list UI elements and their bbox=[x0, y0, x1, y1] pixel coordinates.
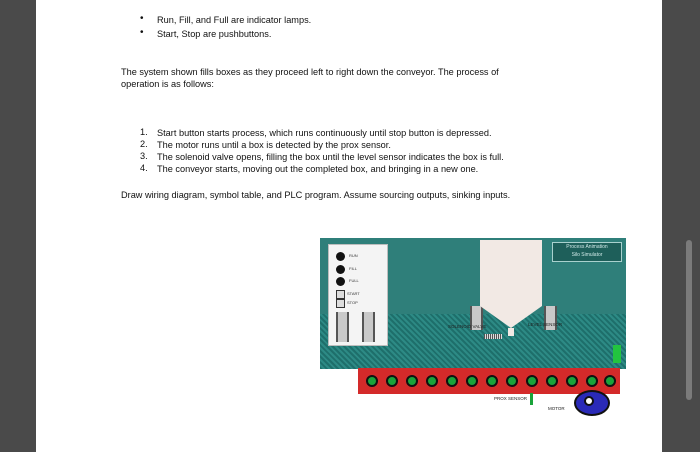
conveyor-roller-icon bbox=[506, 375, 518, 387]
panel-leg bbox=[362, 312, 375, 342]
conveyor-roller-icon bbox=[586, 375, 598, 387]
conveyor-roller-icon bbox=[426, 375, 438, 387]
silo-tank bbox=[480, 240, 542, 306]
step-number: 1. bbox=[140, 127, 148, 137]
stop-button[interactable] bbox=[336, 299, 345, 308]
silo-simulator-figure bbox=[320, 238, 626, 448]
bullet-text: Start, Stop are pushbuttons. bbox=[157, 29, 272, 39]
conveyor-roller-icon bbox=[386, 375, 398, 387]
prox-sensor-label: PROX SENSOR bbox=[494, 396, 528, 401]
task-text: Draw wiring diagram, symbol table, and PLC program. Assume sourcing outputs, sinking inputs. bbox=[121, 190, 511, 200]
conveyor-roller-icon bbox=[546, 375, 558, 387]
intro-line: The system shown fills boxes as they proceed left to right down the conveyor. The process of bbox=[121, 67, 499, 77]
conveyor-roller-icon bbox=[604, 375, 616, 387]
level-sensor-label: LEVEL SENSOR bbox=[528, 322, 563, 327]
silo-nozzle bbox=[508, 328, 514, 336]
conveyor-roller-icon bbox=[486, 375, 498, 387]
conveyor-roller-icon bbox=[526, 375, 538, 387]
full-lamp-label: FULL bbox=[349, 278, 359, 283]
solenoid-valve-icon bbox=[484, 334, 502, 339]
simulator-title-line1: Process Animation bbox=[566, 244, 608, 250]
step-text: Start button starts process, which runs continuously until stop button is depressed. bbox=[157, 128, 492, 138]
conveyor-roller-icon bbox=[466, 375, 478, 387]
simulator-title-line2: Silo Simulator bbox=[571, 252, 603, 258]
step-text: The conveyor starts, moving out the completed box, and bringing in a new one. bbox=[157, 164, 479, 174]
fill-lamp-icon bbox=[336, 265, 345, 274]
step-text: The motor runs until a box is detected by the prox sensor. bbox=[157, 140, 391, 150]
run-lamp-label: RUN bbox=[349, 253, 358, 258]
start-button-label: START bbox=[347, 291, 360, 296]
solenoid-valve-label: SOLENOID VALVE bbox=[448, 324, 487, 329]
start-button[interactable] bbox=[336, 290, 345, 299]
conveyor-roller-icon bbox=[566, 375, 578, 387]
fill-lamp-label: FILL bbox=[349, 266, 358, 271]
prox-sensor-icon bbox=[530, 393, 533, 405]
bullet-dot: • bbox=[140, 13, 144, 24]
stop-button-label: STOP bbox=[347, 300, 358, 305]
bullet-dot: • bbox=[140, 27, 144, 38]
conveyor-roller-icon bbox=[406, 375, 418, 387]
motor-hub-icon bbox=[584, 396, 594, 406]
intro-line: operation is as follows: bbox=[121, 79, 214, 89]
document-page bbox=[36, 0, 662, 452]
conveyor-roller-icon bbox=[446, 375, 458, 387]
step-number: 2. bbox=[140, 139, 148, 149]
step-text: The solenoid valve opens, filling the box until the level sensor indicates the box is full. bbox=[157, 152, 504, 162]
box-on-conveyor bbox=[613, 345, 621, 363]
vertical-scrollbar[interactable] bbox=[686, 240, 692, 400]
motor-label: MOTOR bbox=[548, 406, 565, 411]
panel-leg bbox=[336, 312, 349, 342]
step-number: 4. bbox=[140, 163, 148, 173]
conveyor-roller-icon bbox=[366, 375, 378, 387]
full-lamp-icon bbox=[336, 277, 345, 286]
step-number: 3. bbox=[140, 151, 148, 161]
bullet-text: Run, Fill, and Full are indicator lamps. bbox=[157, 15, 312, 25]
simulator-title bbox=[552, 242, 622, 262]
run-lamp-icon bbox=[336, 252, 345, 261]
